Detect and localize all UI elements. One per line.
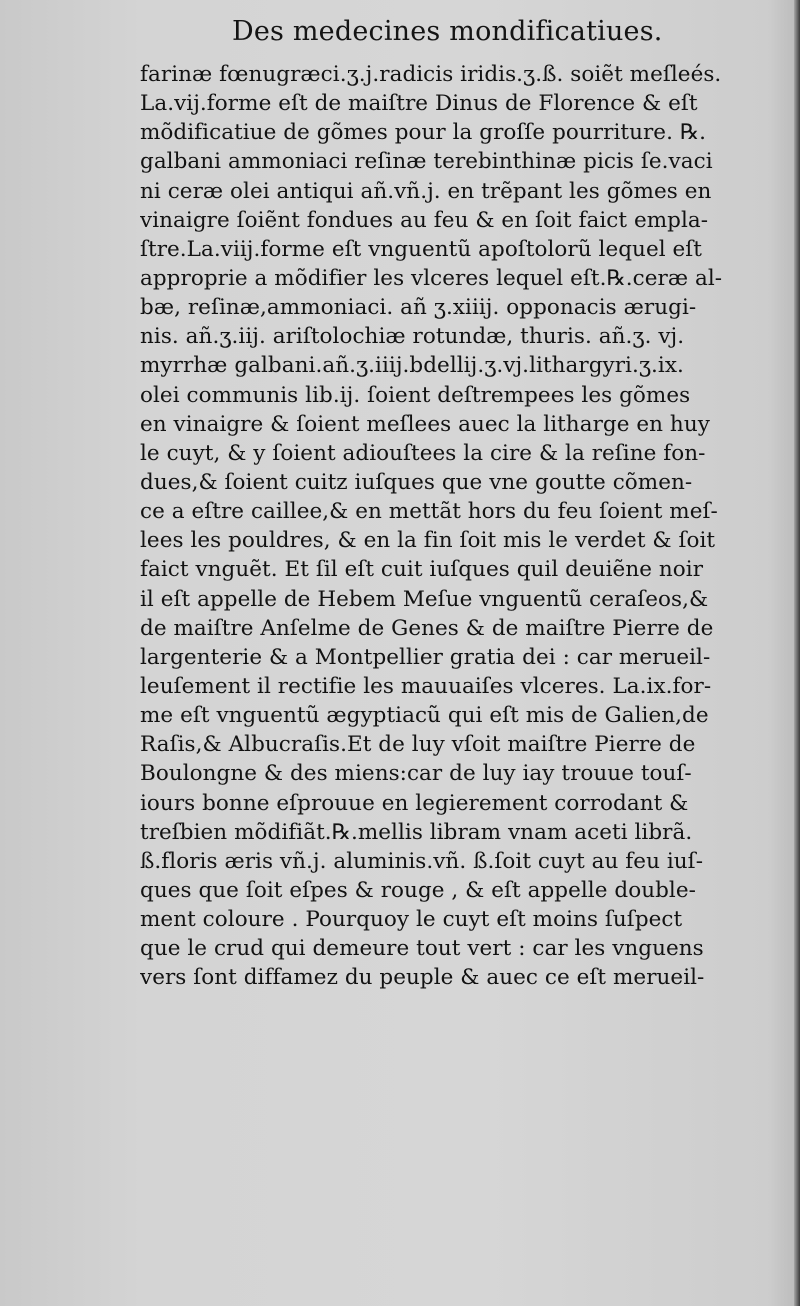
text-line: largenterie & a Montpellier gratia dei : car merueil- xyxy=(140,644,711,670)
text-line: approprie a mõdifier les vlceres lequel eſt.℞.ceræ al- xyxy=(140,265,723,291)
text-line: me eſt vnguentũ ægyptiacũ qui eſt mis de Galien,de xyxy=(140,703,709,729)
text-line: ce a eſtre caillee,& en mettãt hors du feu ſoient meſ- xyxy=(140,499,718,525)
text-line: galbani ammoniaci reſinæ terebinthinæ picis ſe.vaci xyxy=(140,149,713,175)
text-line: le cuyt, & y ſoient adiouſtees la cire & la reſine fon- xyxy=(140,440,706,466)
text-line: de maiſtre Anſelme de Genes & de maiſtre Pierre de xyxy=(140,615,714,641)
page-edge-shadow xyxy=(794,0,800,1306)
text-line: en vinaigre & ſoient meſlees auec la litharge en huy xyxy=(140,411,710,437)
text-line: lees les pouldres, & en la fin ſoit mis le verdet & ſoit xyxy=(140,528,716,554)
text-line: nis. añ.ʒ.iij. ariſtolochiæ rotundæ, thuris. añ.ʒ. vj. xyxy=(140,324,685,350)
text-line: iours bonne eſprouue en legierement corrodant & xyxy=(140,790,689,816)
text-line: vers ſont diffamez du peuple & auec ce eſt merueil- xyxy=(140,965,705,991)
text-line: La.vij.forme eſt de maiſtre Dinus de Florence & eſt xyxy=(140,91,698,117)
text-line: mõdificatiue de gõmes pour la groſſe pourriture. ℞. xyxy=(140,120,707,146)
text-line: faict vnguẽt. Et ſil eſt cuit iuſques quil deuiẽne noir xyxy=(140,557,704,583)
text-line: olei communis lib.ij. ſoient deſtrempees les gõmes xyxy=(140,382,691,408)
text-line: myrrhæ galbani.añ.ʒ.iiij.bdellij.ʒ.vj.lithargyri.ʒ.ix. xyxy=(140,353,684,379)
text-line: ment coloure . Pourquoy le cuyt eſt moins ſuſpect xyxy=(140,907,683,933)
text-line: bæ, reſinæ,ammoniaci. añ ʒ.xiiij. opponacis ærugi- xyxy=(140,295,697,321)
text-line: Boulongne & des miens:car de luy iay trouue touſ- xyxy=(140,761,692,787)
text-line: treſbien mõdifiãt.℞.mellis libram vnam aceti librã. xyxy=(140,819,693,845)
text-line: leuſement il rectifie les mauuaiſes vlceres. La.ix.for- xyxy=(140,673,712,699)
text-line: ß.floris æris vñ.j. aluminis.vñ. ß.ſoit cuyt au feu iuſ- xyxy=(140,848,704,874)
text-line: dues,& ſoient cuitz iuſques que vne goutte cõmen- xyxy=(140,469,693,495)
body-text xyxy=(140,60,775,993)
text-line: que le crud qui demeure tout vert : car les vnguens xyxy=(140,936,704,962)
text-line: farinæ fœnugræci.ʒ.j.radicis iridis.ʒ.ß. soiẽt meſleés. xyxy=(140,62,722,87)
text-line: ques que ſoit eſpes & rouge , & eſt appelle double- xyxy=(140,877,696,903)
text-line: Raſis,& Albucraſis.Et de luy vſoit maiſtre Pierre de xyxy=(140,732,696,758)
running-head: Des medecines mondificatiues. xyxy=(232,16,663,47)
text-line: vinaigre ſoiẽnt fondues au feu & en ſoit faict empla- xyxy=(140,207,709,233)
text-line: ſtre.La.viij.forme eſt vnguentũ apoſtolorũ lequel eſt xyxy=(140,236,702,262)
text-line: ni ceræ olei antiqui añ.vñ.j. en trẽpant les gõmes en xyxy=(140,178,712,204)
text-line: il eſt appelle de Hebem Meſue vnguentũ ceraſeos,& xyxy=(140,586,709,612)
